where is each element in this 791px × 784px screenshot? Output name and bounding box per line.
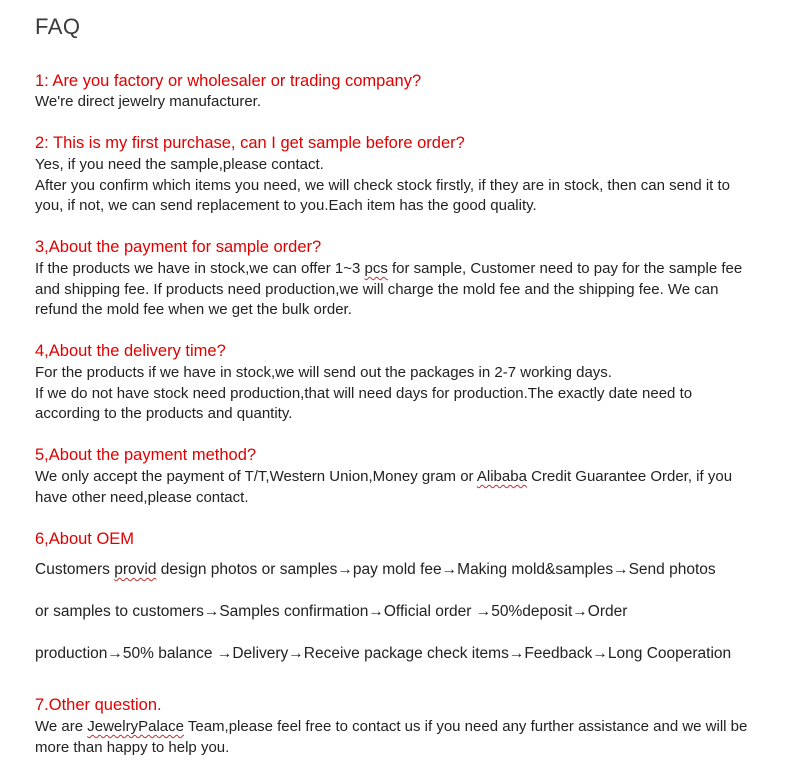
faq-question-6: 6,About OEM (35, 530, 135, 548)
faq-question-4: 4,About the delivery time? (35, 342, 226, 360)
page-title: FAQ (35, 14, 81, 39)
faq-answer-4 (35, 363, 760, 425)
faq-answer-1 (35, 92, 760, 113)
oem-flow-line-1: Customers provid design photos or samples→pay mold fee→Making mold&samples→Send photos (35, 561, 716, 578)
answer-line: After you confirm which items you need, we will check stock firstly, if they are in stock, then can send it to you, if not, we can send replacement to you.Each item has the good quality. (35, 176, 731, 215)
answer-line: If the products we have in stock,we can offer 1~3 pcs for sample, Customer need to pay for the sample fee and shipping fee. If products need production,we will charge the mold fee and the shipping fee. We can refund the mold fee when we get the bulk order. (35, 260, 743, 319)
answer-line: We only accept the payment of T/T,Western Union,Money gram or Alibaba Credit Guarantee Order, if you have other need,please contact. (35, 468, 733, 506)
faq-question-3: 3,About the payment for sample order? (35, 238, 322, 256)
faq-question-1: 1: Are you factory or wholesaler or trading company? (35, 72, 422, 90)
answer-line: Yes, if you need the sample,please contact. (35, 156, 324, 173)
answer-line: We are JewelryPalace Team,please feel free to contact us if you need any further assistance and we will be more than happy to help you. (35, 718, 748, 756)
spellcheck-word: provid (114, 561, 157, 578)
oem-flow-line-2: or samples to customers→Samples confirmation→Official order →50%deposit→Order (35, 603, 628, 620)
oem-flow-line-3: production→50% balance →Delivery→Receive package check items→Feedback→Long Cooperation (35, 645, 732, 662)
faq-answer-3 (35, 259, 760, 321)
faq-question-2: 2: This is my first purchase, can I get sample before order? (35, 134, 465, 152)
spellcheck-word: pcs (364, 260, 388, 277)
faq-answer-2 (35, 155, 760, 217)
answer-line: For the products if we have in stock,we will send out the packages in 2-7 working days. (35, 364, 612, 381)
spellcheck-word: Alibaba (476, 468, 527, 485)
answer-line: If we do not have stock need production,that will need days for production.The exactly date need to according to the products and quantity. (35, 384, 693, 423)
faq-question-5: 5,About the payment method? (35, 446, 257, 464)
spellcheck-word: JewelryPalace (87, 718, 184, 735)
faq-answer-7 (35, 717, 760, 758)
answer-line: We're direct jewelry manufacturer. (35, 93, 262, 110)
faq-question-7: 7.Other question. (35, 696, 162, 714)
faq-answer-5 (35, 467, 760, 508)
